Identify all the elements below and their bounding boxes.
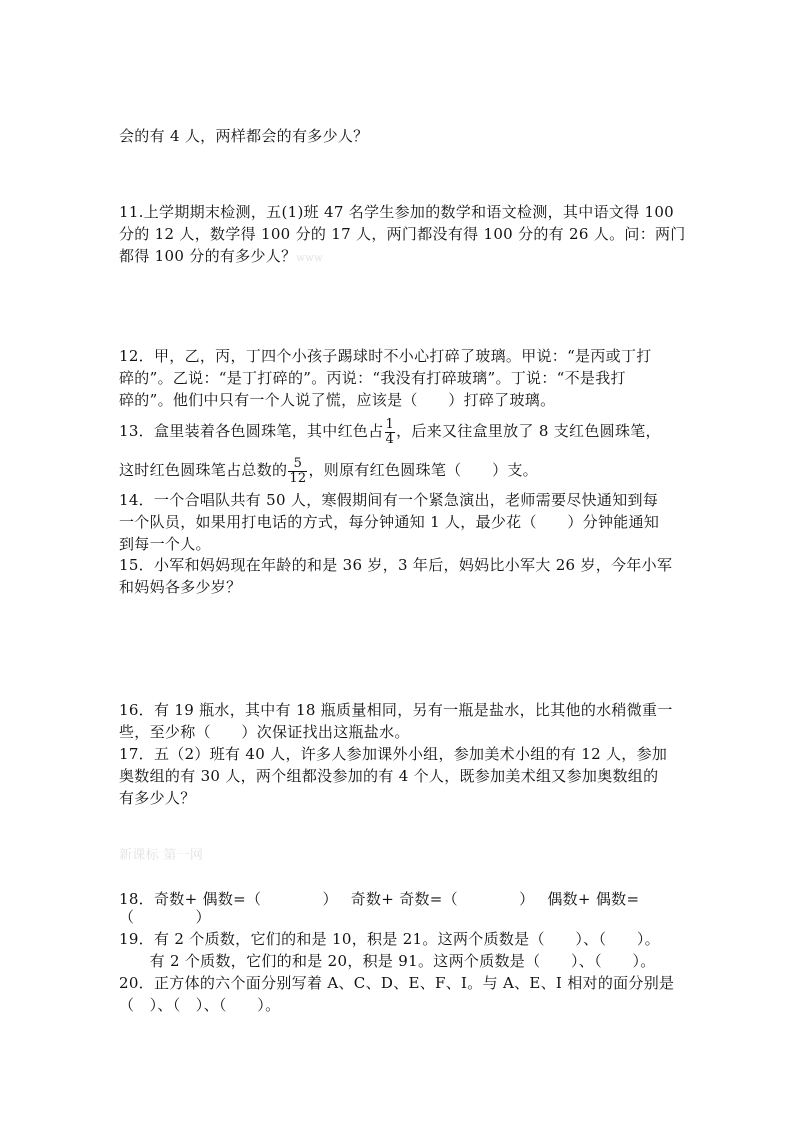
q17-line1: 17．五（2）班有 40 人，许多人参加课外小组，参加美术小组的有 12 人，参加 bbox=[119, 745, 668, 763]
fraction-denominator: 4 bbox=[385, 431, 395, 447]
q18-line2: （ ） bbox=[119, 908, 211, 926]
q14-line1: 14．一个合唱队共有 50 人，寒假期间有一个紧急演出，老师需要尽快通知到每 bbox=[119, 491, 659, 509]
q11-line3-text: 都得 100 分的有多少人？ bbox=[119, 247, 297, 265]
q15-line2: 和妈妈各多少岁？ bbox=[119, 578, 242, 596]
q13-line2-text-b: ，则原有红色圆珠笔（ ）支。 bbox=[308, 461, 538, 479]
q15-line1: 15．小军和妈妈现在年龄的和是 36 岁，3 年后，妈妈比小军大 26 岁，今年小军 bbox=[119, 556, 673, 574]
q12-line2: 碎的”。乙说：“是丁打碎的”。丙说：“我没有打碎玻璃”。丁说：“不是我打 bbox=[119, 369, 626, 387]
q20-line1: 20．正方体的六个面分别写着 A、C、D、E、F、I。与 A、E、I 相对的面分别是 bbox=[119, 974, 675, 992]
q13-line1 bbox=[119, 416, 661, 447]
q14-line2: 一个队员，如果用打电话的方式，每分钟通知 1 人，最少花（ ）分钟能通知 bbox=[119, 513, 660, 531]
q13-line2-text-a: 这时红色圆珠笔占总数的 bbox=[119, 461, 288, 479]
q19-line1: 19．有 2 个质数，它们的和是 10，积是 21。这两个质数是（ ）、（ ）。 bbox=[119, 930, 660, 948]
q18-line1: 18．奇数+ 偶数=（ ） 奇数+ 奇数=（ ） 偶数+ 偶数= bbox=[119, 890, 640, 908]
q19-line2: 有 2 个质数，它们的和是 20，积是 91。这两个质数是（ ）、（ ）。 bbox=[119, 952, 656, 970]
q11-line3 bbox=[119, 246, 323, 269]
fraction-five-twelfths bbox=[288, 457, 307, 486]
faint-watermark: www bbox=[296, 253, 323, 264]
fraction-one-quarter bbox=[385, 418, 396, 447]
q10-continuation: 会的有 4 人，两样都会的有多少人？ bbox=[119, 127, 369, 145]
q16-line2: 些，至少称（ ）次保证找出这瓶盐水。 bbox=[119, 723, 410, 741]
q13-line1-text-a: 13．盒里装着各色圆珠笔，其中红色占 bbox=[119, 422, 384, 440]
fraction-numerator: 1 bbox=[385, 416, 395, 432]
q11-line2: 分的 12 人，数学得 100 分的 17 人，两门都没有得 100 分的有 26 人。问：两门 bbox=[119, 225, 686, 243]
q17-line2: 奥数组的有 30 人，两个组都没参加的有 4 个人，既参加美术组又参加奥数组的 bbox=[119, 767, 659, 785]
q13-line2 bbox=[119, 455, 538, 486]
q17-line3: 有多少人？ bbox=[119, 789, 196, 807]
fraction-numerator: 5 bbox=[288, 457, 307, 472]
q13-line1-text-b: ，后来又往盒里放了 8 支红色圆珠笔， bbox=[396, 422, 661, 440]
q14-line3: 到每一个人。 bbox=[119, 535, 211, 553]
q11-line1: 11.上学期期末检测，五(1)班 47 名学生参加的数学和语文检测，其中语文得 100 bbox=[119, 203, 675, 221]
q12-line1: 12．甲，乙，丙，丁四个小孩子踢球时不小心打碎了玻璃。甲说：“是丙或丁打 bbox=[119, 347, 652, 365]
q16-line1: 16．有 19 瓶水，其中有 18 瓶质量相同，另有一瓶是盐水，比其他的水稍微重一 bbox=[119, 701, 673, 719]
fraction-denominator: 12 bbox=[289, 470, 307, 486]
faint-watermark-text: 新课标 第一网 bbox=[119, 848, 204, 863]
q12-line3: 碎的”。他们中只有一个人说了慌，应该是（ ）打碎了玻璃。 bbox=[119, 391, 556, 409]
q20-line2: （ ）、（ ）、（ ）。 bbox=[119, 996, 281, 1014]
